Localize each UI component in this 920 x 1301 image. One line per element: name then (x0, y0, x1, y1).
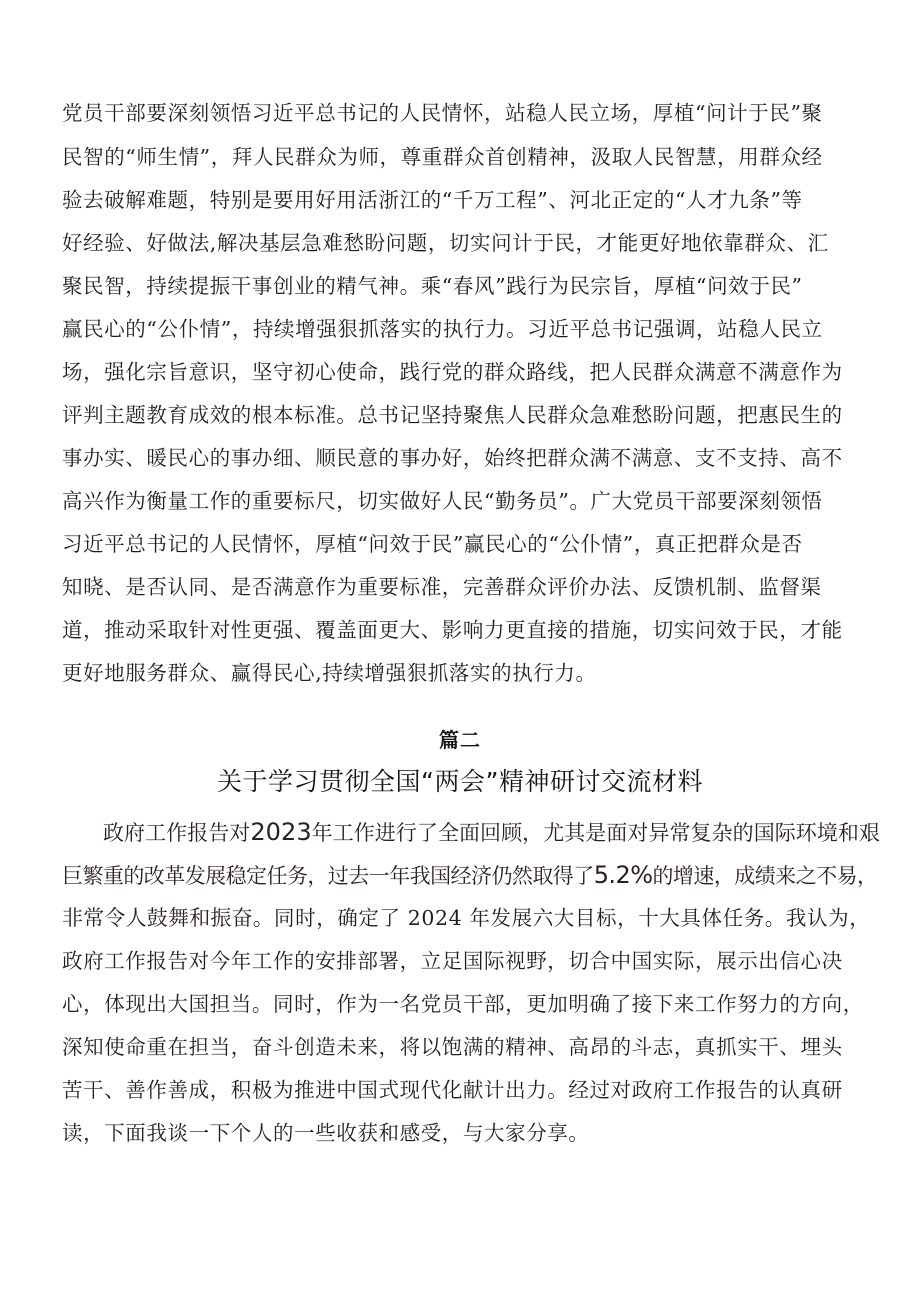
body-line: 验去破解难题，特别是要用好用活浙江的“千万工程”、河北正定的“人才九条”等 (62, 188, 803, 212)
body-line (103, 818, 880, 847)
body-line: 民智的“师生情”，拜人民群众为师，尊重群众首创精神，汲取人民智慧，用群众经 (62, 145, 823, 169)
section-label: 篇二 (439, 728, 481, 752)
body-line: 党员干部要深刻领悟习近平总书记的人民情怀，站稳人民立场，厚植“问计于民”聚 (62, 101, 823, 125)
text-run: 年工作进行了全面回顾，尤其是面对异常复杂的国际环境和艰 (311, 821, 880, 845)
body-line: 好经验、好做法,解决基层急难愁盼问题，切实问计于民，才能更好地依靠群众、汇 (62, 231, 829, 255)
body-line: 读，下面我谈一下个人的一些收获和感受，与大家分享。 (62, 1121, 590, 1145)
growth-rate: 5.2% (593, 861, 653, 889)
text-run: 非常令人鼓舞和振奋。 (62, 906, 274, 930)
body-line: 高兴作为衡量工作的重要标尺，切实做好人民“勤务员”。广大党员干部要深刻领悟 (62, 489, 823, 513)
text-run: 的增速，成绩来之不易， (652, 864, 878, 888)
year-number: 2023 (250, 818, 312, 846)
body-line: 政府工作报告对今年工作的安排部署，立足国际视野，切合中国实际，展示出信心决 (62, 949, 843, 973)
body-line: 道，推动采取针对性更强、覆盖面更大、影响力更直接的措施，切实问效于民，才能 (62, 618, 843, 642)
body-line: 事办实、暖民心的事办细、顺民意的事办好，始终把群众满不满意、支不支持、高不 (62, 446, 843, 470)
body-line (62, 861, 877, 890)
body-line: 习近平总书记的人民情怀，厚植“问效于民”赢民心的“公仆情”，真正把群众是否 (62, 532, 803, 556)
body-line: 赢民心的“公仆情”，持续增强狠抓落实的执行力。习近平总书记强调，站稳人民立 (62, 317, 823, 341)
text-run: 巨繁重的改革发展稳定任务，过去一年我国经济仍然取得了 (62, 864, 594, 888)
body-line: 聚民智，持续提振干事创业的精气神。乘“春风”践行为民宗旨，厚植“问效于民” (62, 274, 803, 298)
body-line: 深知使命重在担当，奋斗创造未来，将以饱满的精神、高昂的斗志，真抓实干、埋头 (62, 1035, 843, 1059)
body-line: 更好地服务群众、赢得民心,持续增强狠抓落实的执行力。 (62, 661, 597, 685)
document-title: 关于学习贯彻全国“两会”精神研讨交流材料 (217, 767, 703, 796)
body-line: 苦干、善作善成，积极为推进中国式现代化献计出力。经过对政府工作报告的认真研 (62, 1078, 843, 1102)
text-run: 政府工作报告对 (103, 821, 251, 845)
body-line: 评判主题教育成效的根本标准。总书记坚持聚焦人民群众急难愁盼问题，把惠民生的 (62, 403, 843, 427)
body-line (62, 904, 870, 932)
text-run: 同时，确定了 2024 年发展六大目标，十大具体任务。我认为， (274, 906, 871, 930)
body-line: 心，体现出大国担当。同时，作为一名党员干部，更加明确了接下来工作努力的方向， (62, 992, 864, 1016)
body-line: 场，强化宗旨意识，坚守初心使命，践行党的群众路线，把人民群众满意不满意作为 (62, 360, 843, 384)
body-line: 知晓、是否认同、是否满意作为重要标准，完善群众评价办法、反馈机制、监督渠 (62, 575, 822, 599)
